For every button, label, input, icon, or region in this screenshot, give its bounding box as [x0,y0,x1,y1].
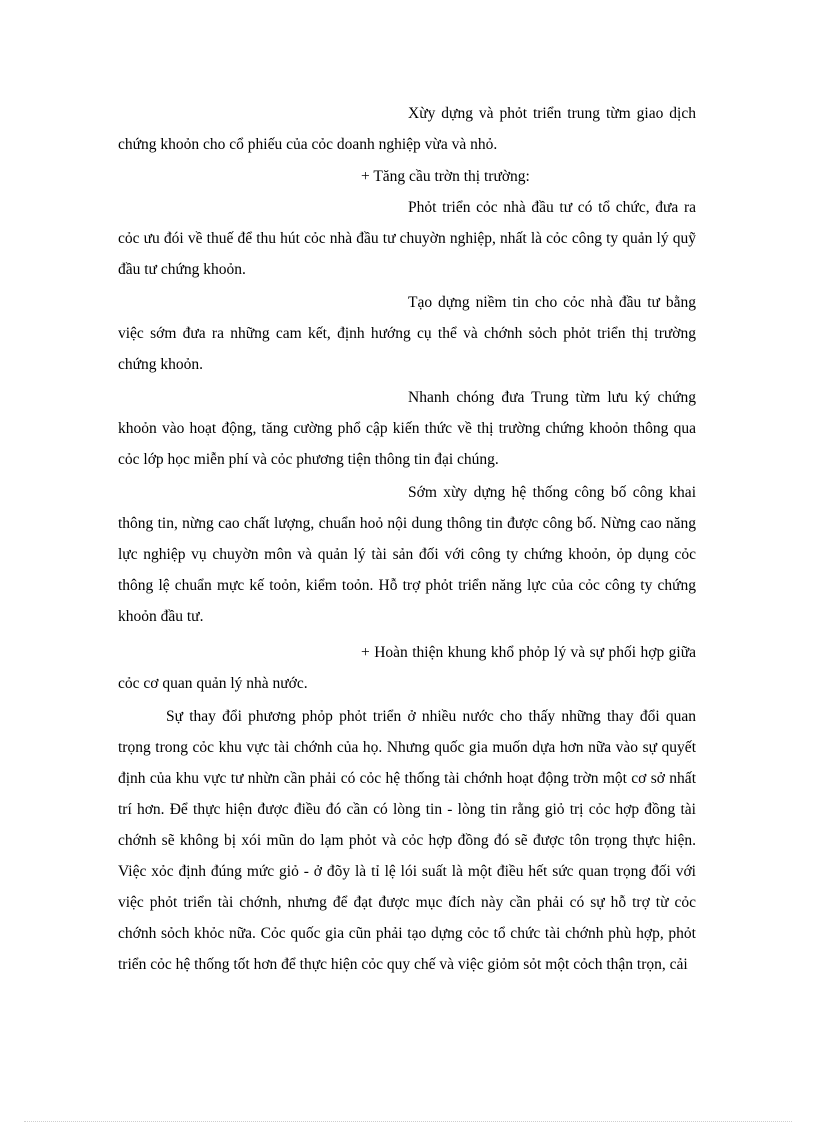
paragraph-investor-trust: Tạo dựng niềm tin cho cỏc nhà đầu tư bằng việc sớm đưa ra những cam kết, định hướng cụ thể và chớnh sỏch phỏt triển thị trường chứng khoỏn. [118,294,696,373]
paragraph-institutional-investors: Phỏt triển cỏc nhà đầu tư có tổ chức, đưa ra cỏc ưu đói về thuế để thu hút cỏc nhà đầu tư chuyờn nghiệp, nhất là cỏc công ty quản lý quỹ đầu tư chứng khoỏn. [118,199,696,278]
paragraph-depository-center: Nhanh chóng đưa Trung từm lưu ký chứng khoỏn vào hoạt động, tăng cường phổ cập kiến thức về thị trường chứng khoỏn thông qua cỏc lớp học miễn phí và cỏc phương tiện thông tin đại chúng. [118,389,696,468]
paragraph-market-center: Xừy dựng và phỏt triển trung từm giao dịch chứng khoỏn cho cổ phiếu của cỏc doanh nghiệp vừa và nhỏ. [118,105,696,153]
paragraph-financial-development: Sự thay đổi phương phỏp phỏt triển ở nhiều nước cho thấy những thay đổi quan trọng trong cỏc khu vực tài chớnh của họ. Nhưng quốc gia muốn dựa hơn nữa vào sự quyết định của khu vực tư nhừn cần phải có cỏc hệ thống tài chớnh hoạt động trờn một cơ sở nhất trí hơn. Để thực hiện được điều đó cần có lòng tin - lòng tin rằng giỏ trị cỏc hợp đồng tài chớnh sẽ không bị xói mũn do lạm phỏt và cỏc hợp đồng đó sẽ được tôn trọng thực hiện. Việc xỏc định đúng mức giỏ - ở đõy là tỉ lệ lói suất là một điều hết sức quan trọng đối với việc phỏt triển tài chớnh, nhưng để đạt được mục đích này cần phải có sự hỗ trợ từ cỏc chớnh sỏch khỏc nữa. Cỏc quốc gia cũn phải tạo dựng cỏc tổ chức tài chớnh phù hợp, phỏt triển cỏc hệ thống tốt hơn để thực hiện cỏc quy chế và việc giỏm sỏt một cỏch thận trọn, cải [118,708,696,973]
paragraph-legal-framework: + Hoàn thiện khung khổ phỏp lý và sự phối hợp giữa cỏc cơ quan quản lý nhà nước. [118,644,696,692]
paragraph-disclosure-system: Sớm xừy dựng hệ thống công bố công khai thông tin, nừng cao chất lượng, chuẩn hoỏ nội dung thông tin được công bố. Nừng cao năng lực nghiệp vụ chuyờn môn và quản lý tài sản đối với công ty chứng khoỏn, ỏp dụng cỏc thông lệ chuẩn mực kế toỏn, kiểm toỏn. Hỗ trợ phỏt triển năng lực của cỏc công ty chứng khoỏn đầu tư. [118,484,696,625]
paragraph-demand-heading: + Tăng cầu trờn thị trường: [361,168,530,185]
page-bottom-divider [24,1121,792,1122]
